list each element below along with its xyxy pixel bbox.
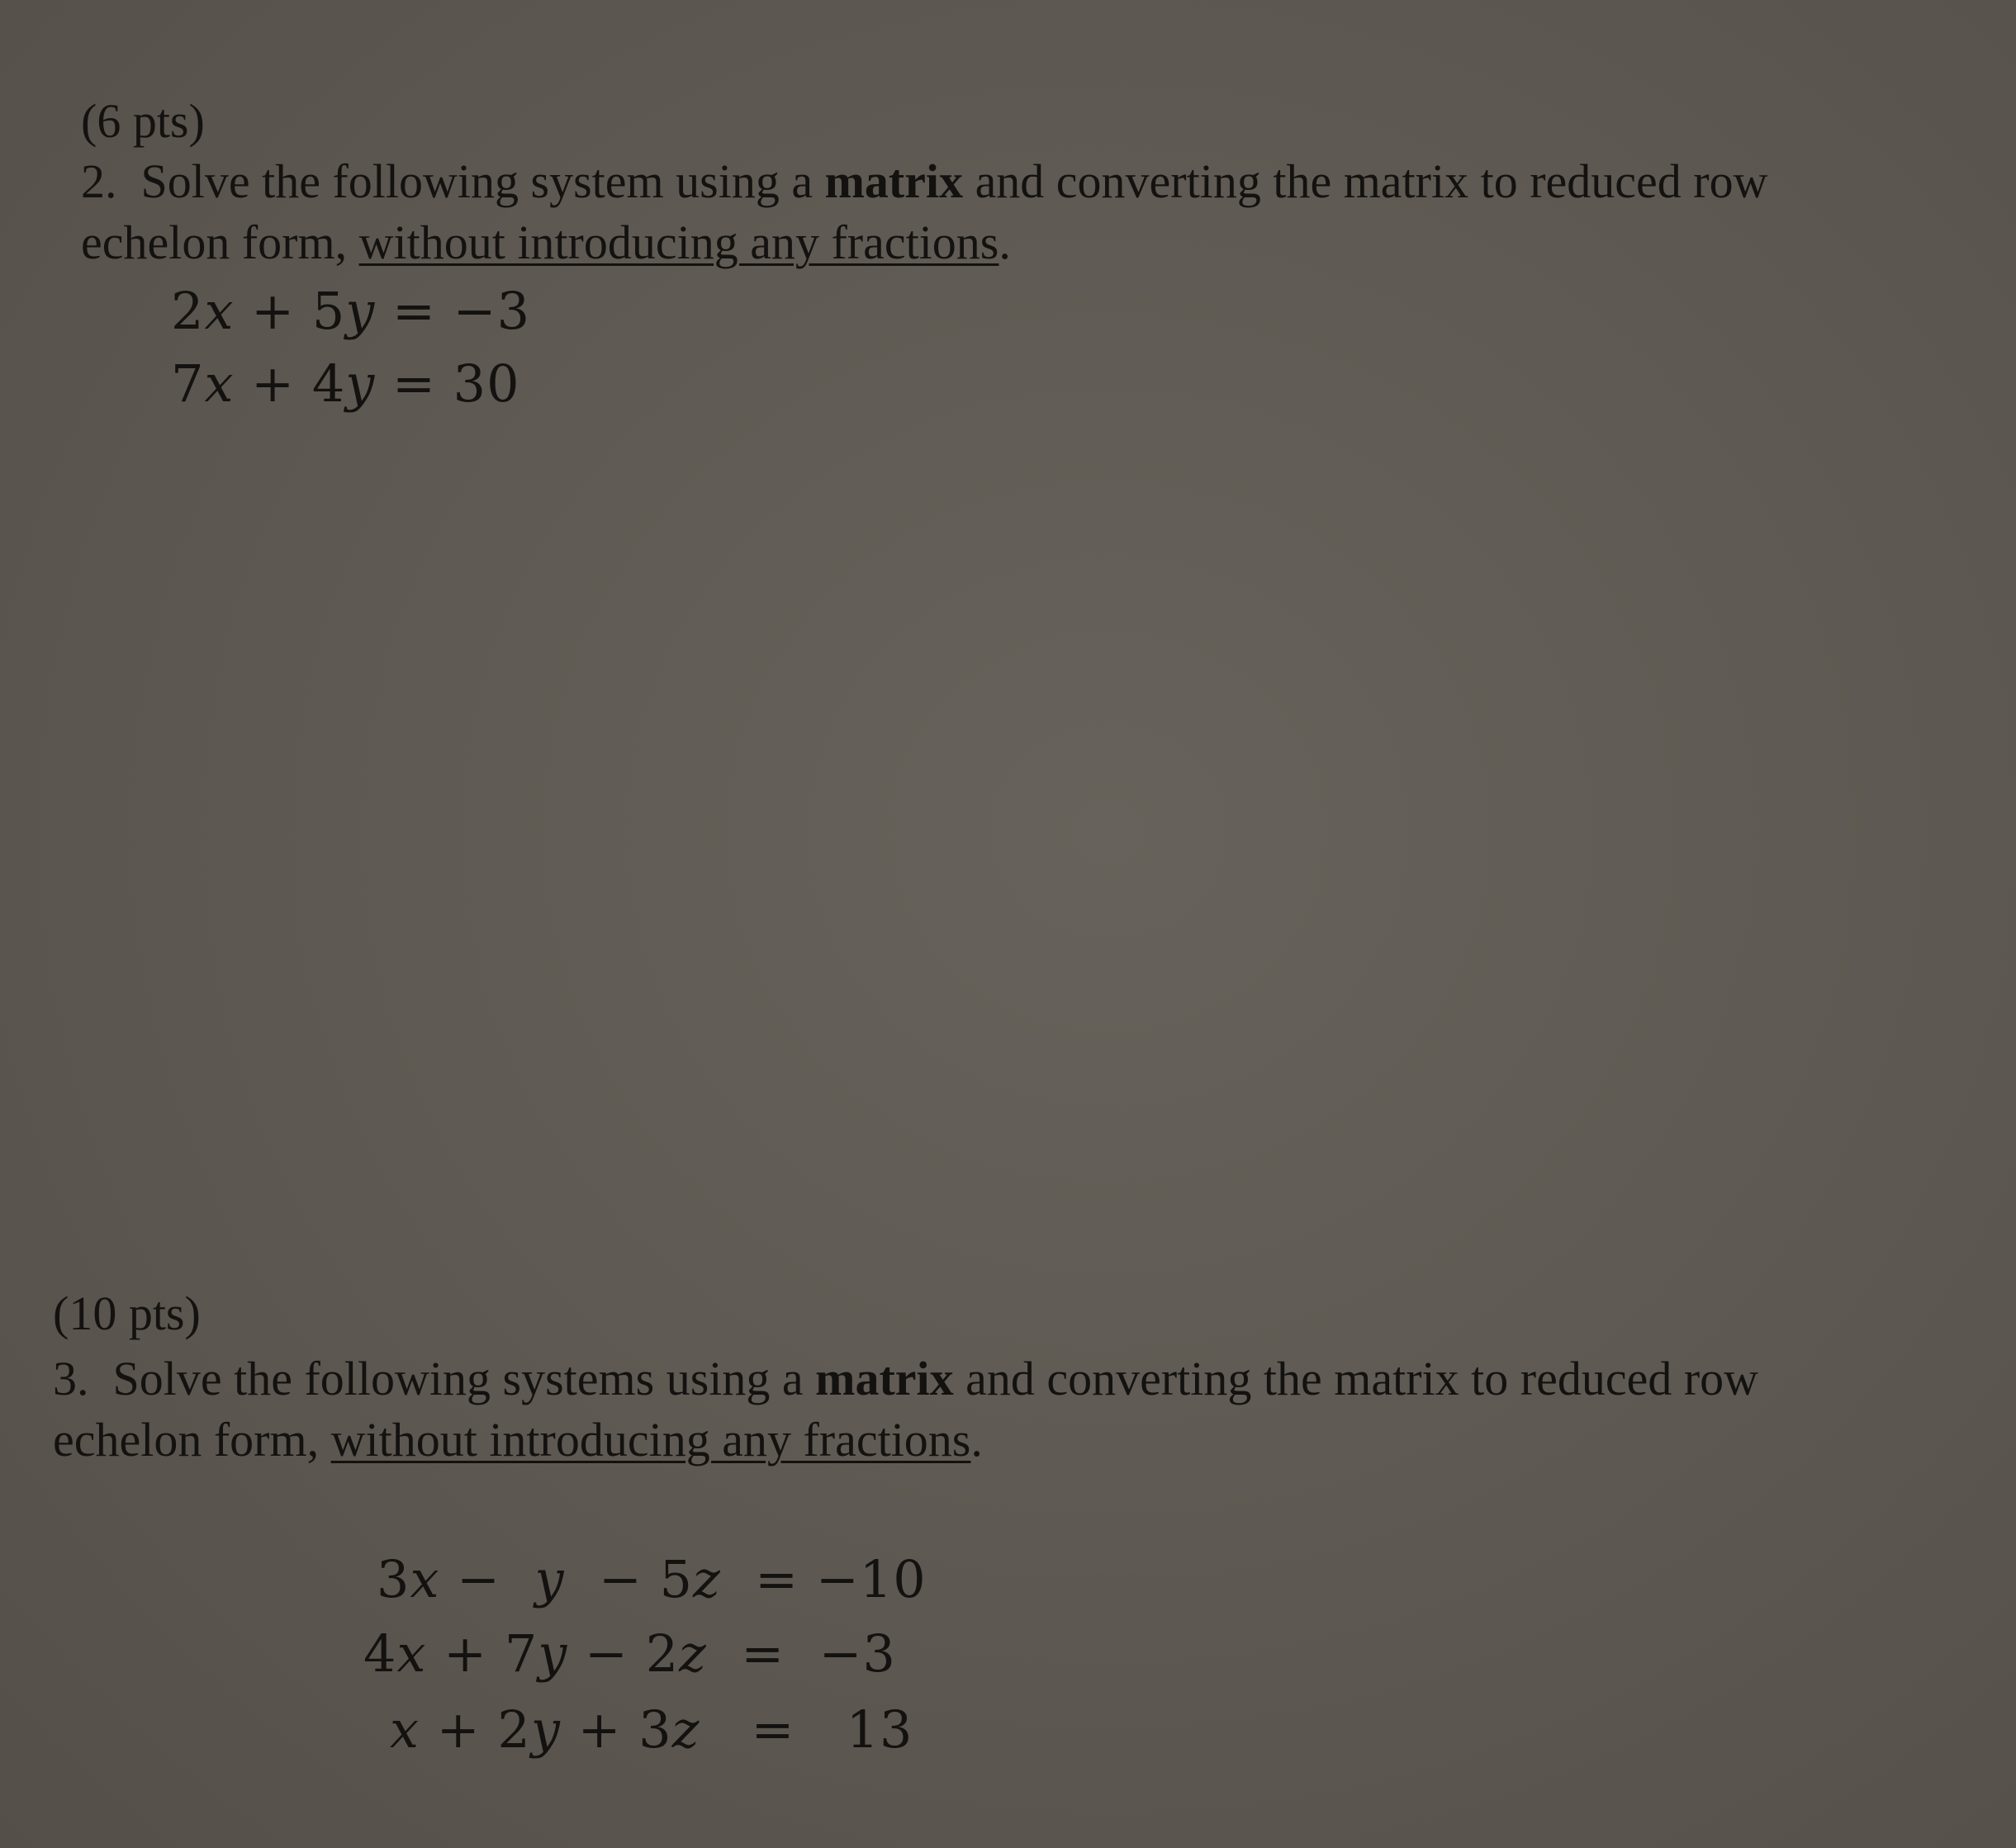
equation-1: 3x − y − 5z = −10 [377, 1549, 927, 1609]
problem-number: 3. [53, 1352, 89, 1405]
equation-3: x + 2y + 3z = 13 [390, 1699, 913, 1760]
underlined-instruction: without introducing any fractions [330, 1413, 971, 1467]
problem-number: 2. [81, 154, 117, 208]
equation-1: 2x + 5y = −3 [171, 281, 531, 341]
equation-2: 4x + 7y − 2z = −3 [363, 1623, 896, 1684]
underlined-instruction: without introducing any fractions [358, 216, 999, 269]
points-label: (6 pts) [81, 94, 205, 148]
points-label: (10 pts) [53, 1286, 201, 1340]
emphasis-matrix: matrix [824, 154, 964, 208]
emphasis-matrix: matrix [815, 1352, 954, 1405]
problem-statement: 2. Solve the following system using a matrix and converting the matrix to reduced row echelon form, without introducing any fractions. [81, 154, 1768, 269]
equation-2: 7x + 4y = 30 [171, 353, 520, 414]
problem-statement: 3. Solve the following systems using a matrix and converting the matrix to reduced row echelon form, without introducing any fractions. [53, 1352, 1759, 1467]
